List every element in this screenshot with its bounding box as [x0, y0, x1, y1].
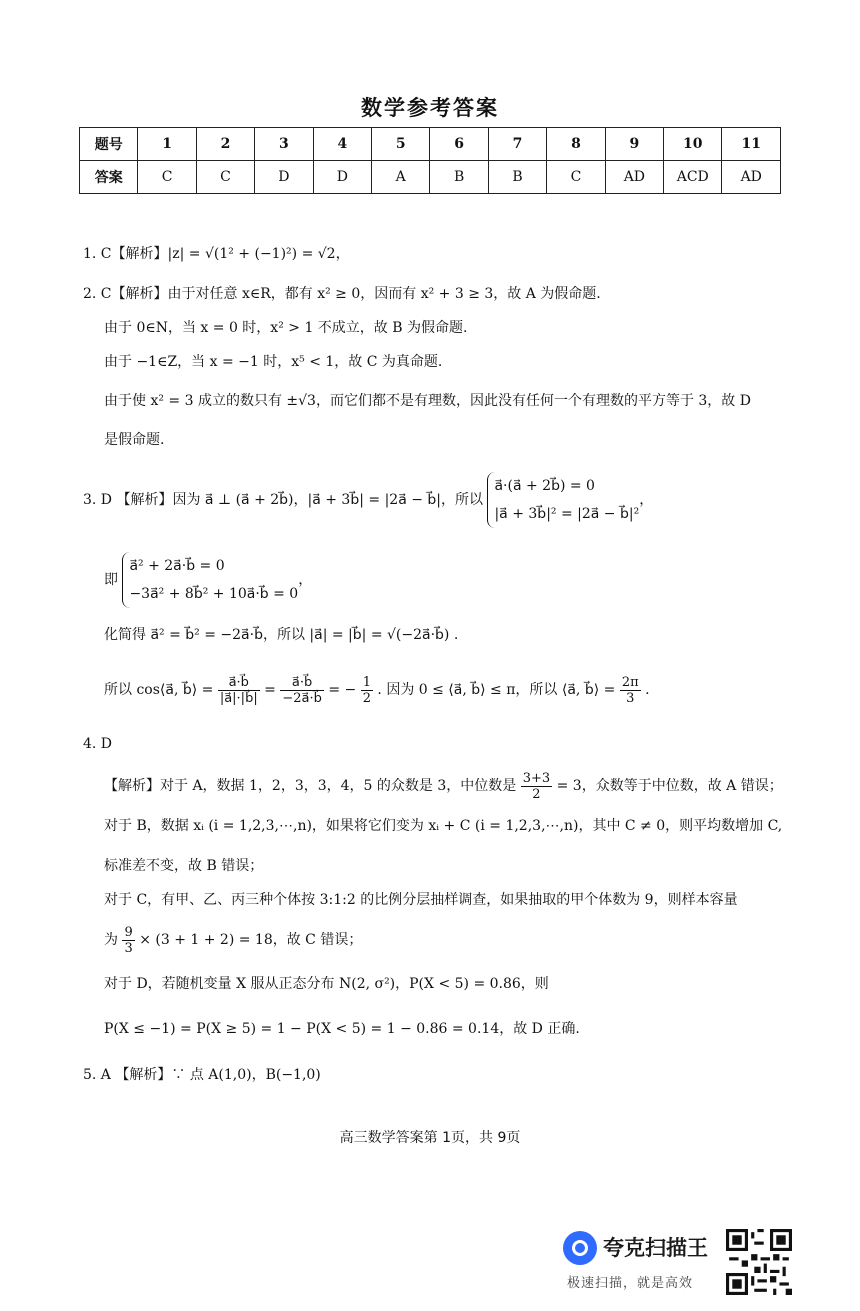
q4-option-c-line-2 [104, 922, 362, 958]
q3-system-2-eq-a: a⃗² + 2a⃗·b⃗ = 0 [129, 558, 225, 574]
q3-system-2-eq-b: −3a⃗² + 8b⃗² + 10a⃗·b⃗ = 0 [129, 586, 299, 602]
table-row [80, 161, 781, 194]
q4-option-c-line-1: 对于 C，有甲、乙、丙三种个体按 3:1:2 的比例分层抽样调查，如果抽取的甲个体数为 9，则样本容量 [104, 892, 738, 908]
fraction-denominator: 3 [124, 940, 133, 956]
fraction-numerator: 3+3 [522, 770, 551, 786]
fraction-denominator: 2 [532, 786, 541, 802]
scanner-watermark [563, 1228, 723, 1291]
table-header-cell: 答案 [80, 161, 138, 194]
q3-simplify: 化简得 a⃗² = b⃗² = −2a⃗·b⃗，所以 |a⃗| = |b⃗| = √(−2a⃗·b⃗) . [104, 627, 459, 643]
table-cell: D [313, 161, 371, 194]
q4-option-c-post: × (3 + 1 + 2) = 18，故 C 错误； [139, 932, 363, 948]
table-cell: 4 [313, 128, 371, 161]
q1-solution: 1. C【解析】|z| = √(1² + (−1)²) = √2， [83, 246, 350, 262]
q3-ji-line [104, 552, 312, 608]
table-cell: D [255, 161, 313, 194]
q4-option-a-post: = 3，众数等于中位数，故 A 错误； [556, 778, 783, 794]
q3-intro: 3. D 【解析】因为 a⃗ ⊥ (a⃗ + 2b⃗)，|a⃗ + 3b⃗| = |2a⃗ − b⃗|，所以 [83, 492, 484, 508]
table-cell: AD [605, 161, 663, 194]
table-cell: 7 [488, 128, 546, 161]
fraction-numerator: 2π [621, 674, 639, 690]
fraction-numerator: 9 [124, 924, 133, 940]
q4-option-a-pre: 【解析】对于 A，数据 1，2，3，3，4，5 的众数是 3，中位数是 [104, 778, 517, 794]
q2-line-2: 由于 0∈N，当 x = 0 时，x² > 1 不成立，故 B 为假命题. [104, 320, 468, 336]
q2-line-5: 是假命题. [104, 432, 165, 448]
table-cell: 9 [605, 128, 663, 161]
q4-option-d-line-2: P(X ≤ −1) = P(X ≥ 5) = 1 − P(X < 5) = 1 − 0.86 = 0.14，故 D 正确. [104, 1021, 580, 1037]
table-cell: 6 [430, 128, 488, 161]
fraction [218, 675, 260, 706]
q2-line-3: 由于 −1∈Z，当 x = −1 时，x⁵ < 1，故 C 为真命题. [104, 354, 443, 370]
page-footer: 高三数学答案第 1页，共 9页 [339, 1130, 521, 1146]
fraction-numerator: 1 [362, 674, 371, 690]
q3-cos-mid: . 因为 0 ≤ ⟨a⃗, b⃗⟩ ≤ π，所以 ⟨a⃗, b⃗⟩ = [377, 682, 616, 698]
q3-system-2 [122, 552, 298, 608]
q4-option-b-line-1: 对于 B，数据 xᵢ (i = 1,2,3,⋯,n)，如果将它们变为 xᵢ + C (i = 1,2,3,⋯,n)，其中 C ≠ 0，则平均数增加 C, [104, 818, 783, 834]
table-cell: AD [722, 161, 781, 194]
table-cell: 11 [722, 128, 781, 161]
table-cell: B [430, 161, 488, 194]
q3-system-1-end: ， [639, 492, 654, 508]
table-cell: 5 [372, 128, 430, 161]
watermark-brand: 夸克扫描王 [603, 1236, 708, 1260]
fraction-numerator: a⃗·b⃗ [280, 675, 324, 691]
table-cell: 3 [255, 128, 313, 161]
table-cell: C [196, 161, 254, 194]
q3-cos-end: . [645, 682, 650, 698]
table-cell: B [488, 161, 546, 194]
q3-intro-line [83, 470, 653, 530]
q4-head: 4. D [83, 736, 113, 752]
table-cell: ACD [664, 161, 722, 194]
fraction [521, 771, 552, 802]
equals-sign: = [264, 682, 276, 698]
watermark-slogan: 极速扫描，就是高效 [567, 1276, 694, 1291]
table-cell: 10 [664, 128, 722, 161]
table-cell: 2 [196, 128, 254, 161]
q3-cos-line [104, 670, 650, 710]
table-cell: A [372, 161, 430, 194]
fraction [361, 675, 373, 706]
fraction-denominator: |a⃗|·|b⃗| [219, 690, 258, 706]
q4-option-b-line-2: 标准差不变，故 B 错误； [104, 858, 264, 874]
fraction-denominator: 3 [626, 690, 635, 706]
q3-system-1-eq-a: a⃗·(a⃗ + 2b⃗) = 0 [494, 478, 595, 494]
minus-sign: = − [328, 682, 357, 698]
fraction-denominator: 2 [362, 690, 371, 706]
table-cell: 8 [547, 128, 605, 161]
q4-option-c-pre: 为 [104, 932, 118, 948]
q5-solution: 5. A 【解析】∵ 点 A(1,0)，B(−1,0) [83, 1067, 321, 1083]
fraction [122, 925, 134, 956]
q3-system-1-eq-b: |a⃗ + 3b⃗|² = |2a⃗ − b⃗|² [494, 506, 640, 522]
qr-code-icon [726, 1229, 792, 1295]
table-cell: 1 [138, 128, 196, 161]
table-cell: C [547, 161, 605, 194]
table-row [80, 128, 781, 161]
q3-system-1 [487, 472, 639, 528]
page-title: 数学参考答案 [361, 96, 499, 120]
fraction [280, 675, 324, 706]
fraction [620, 675, 641, 706]
q2-line-1: 2. C【解析】由于对任意 x∈R，都有 x² ≥ 0，因而有 x² + 3 ≥ 3，故 A 为假命题. [83, 286, 601, 302]
q3-system-2-end: ， [298, 572, 313, 588]
quark-logo-icon [563, 1231, 597, 1265]
table-cell: C [138, 161, 196, 194]
fraction-numerator: a⃗·b⃗ [218, 675, 260, 691]
fraction-denominator: −2a⃗·b⃗ [282, 690, 322, 706]
q3-ji: 即 [104, 572, 118, 588]
table-header-cell: 题号 [80, 128, 138, 161]
q4-option-a [104, 768, 783, 804]
q3-cos-pre: 所以 cos⟨a⃗, b⃗⟩ = [104, 682, 214, 698]
q2-line-4: 由于使 x² = 3 成立的数只有 ±√3，而它们都不是有理数，因此没有任何一个有理数的平方等于 3，故 D [104, 393, 751, 409]
answer-table [79, 127, 781, 194]
q4-option-d-line-1: 对于 D，若随机变量 X 服从正态分布 N(2, σ²)，P(X < 5) = 0.86，则 [104, 976, 549, 992]
